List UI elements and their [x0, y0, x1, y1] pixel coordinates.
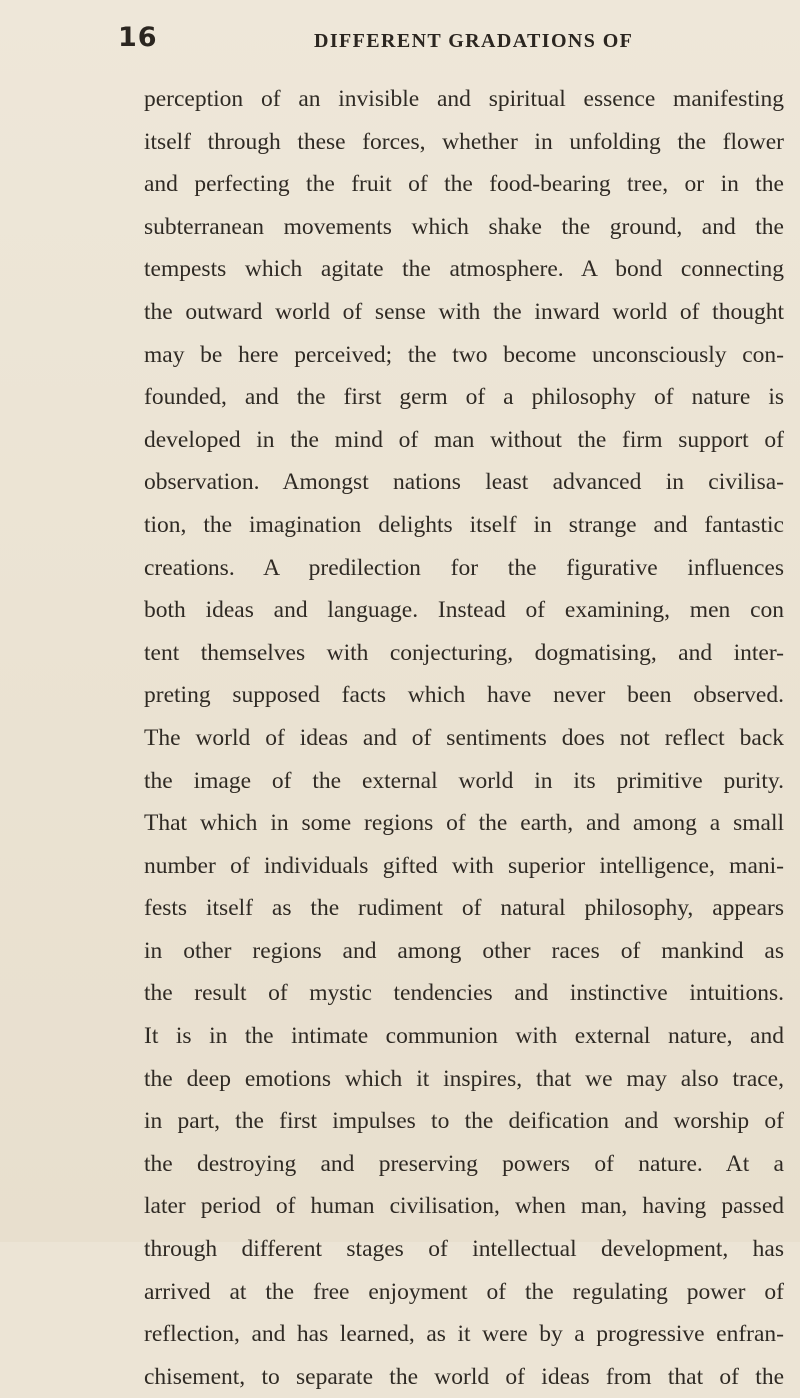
text-line: arrived at the free enjoyment of the regulating power of: [144, 1278, 784, 1305]
text-line: developed in the mind of man without the firm support of: [144, 426, 784, 453]
text-line: the result of mystic tendencies and instinctive intuitions.: [144, 980, 784, 1007]
text-line: through different stages of intellectual development, has: [144, 1236, 784, 1263]
text-line: creations. A predilection for the figurative influences: [144, 554, 784, 581]
text-line: the destroying and preserving powers of nature. At a: [144, 1150, 784, 1177]
text-line: founded, and the first germ of a philosophy of nature is: [144, 384, 784, 411]
text-line: fests itself as the rudiment of natural philosophy, appears: [144, 895, 784, 922]
text-line: both ideas and language. Instead of examining, men con: [144, 597, 784, 624]
body-text: [144, 78, 784, 1398]
text-line: itself through these forces, whether in unfolding the flower: [144, 128, 784, 155]
text-line: in part, the first impulses to the deification and worship of: [144, 1108, 784, 1135]
page-number: 16: [118, 22, 158, 53]
text-line: chisement, to separate the world of ideas from that of the: [144, 1363, 784, 1390]
text-line: observation. Amongst nations least advanced in civilisa-: [144, 469, 784, 496]
text-line: tent themselves with conjecturing, dogmatising, and inter-: [144, 639, 784, 666]
text-line: perception of an invisible and spiritual essence manifesting: [144, 86, 784, 112]
text-line: number of individuals gifted with superior intelligence, mani-: [144, 852, 784, 879]
text-line: The world of ideas and of sentiments does not reflect back: [144, 724, 784, 751]
text-line: subterranean movements which shake the ground, and the: [144, 213, 784, 240]
page-header: [118, 22, 790, 62]
text-line: in other regions and among other races of mankind as: [144, 937, 784, 964]
text-line: and perfecting the fruit of the food-bearing tree, or in the: [144, 171, 784, 198]
text-line: It is in the intimate communion with external nature, and: [144, 1023, 784, 1050]
text-line: later period of human civilisation, when man, having passed: [144, 1193, 784, 1220]
text-line: reflection, and has learned, as it were by a progressive enfran-: [144, 1321, 784, 1348]
text-line: the deep emotions which it inspires, that we may also trace,: [144, 1065, 784, 1092]
text-line: tion, the imagination delights itself in strange and fantastic: [144, 511, 784, 538]
text-line: the outward world of sense with the inward world of thought: [144, 298, 784, 325]
text-line: the image of the external world in its primitive purity.: [144, 767, 784, 794]
text-line: That which in some regions of the earth, and among a small: [144, 810, 784, 837]
running-head: DIFFERENT GRADATIONS OF: [314, 30, 634, 52]
text-line: tempests which agitate the atmosphere. A bond connecting: [144, 256, 784, 283]
text-line: may be here perceived; the two become unconsciously con-: [144, 341, 784, 368]
text-line: preting supposed facts which have never been observed.: [144, 682, 784, 709]
